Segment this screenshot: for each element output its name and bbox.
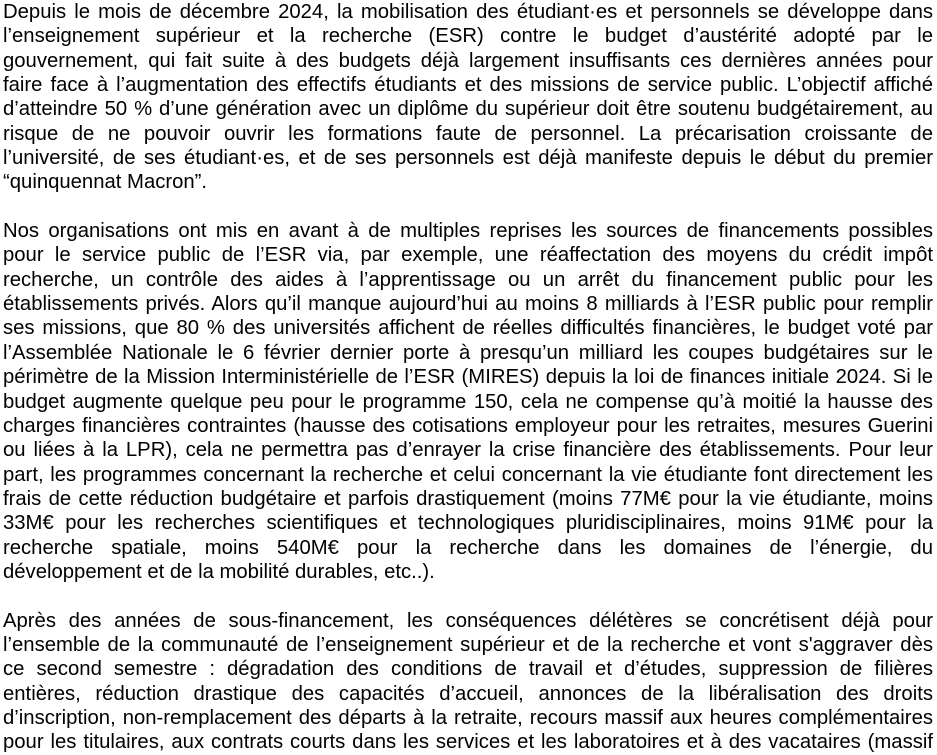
text-line: d’atteindre 50 % d’une génération avec un diplôme du supérieur doit être soutenu budgétairement, au bbox=[3, 98, 933, 121]
text-line: recherche spatiale, moins 540M€ pour la recherche dans les domaines de l’énergie, du bbox=[3, 536, 933, 559]
text-line: entières, réduction drastique des capacités d’accueil, annonces de la libéralisation des droits bbox=[3, 682, 933, 705]
text-line: l’Assemblée Nationale le 6 février dernier porte à presqu’un milliard les coupes budgétaires sur le bbox=[3, 341, 933, 364]
text-line: budget augmente quelque peu pour le programme 150, cela ne compense qu’à moitié la hausse des bbox=[3, 390, 933, 413]
text-line: Nos organisations ont mis en avant à de multiples reprises les sources de financements possibles bbox=[3, 220, 933, 243]
document-body bbox=[3, 0, 933, 755]
text-line: d’inscription, non-remplacement des départs à la retraite, recours massif aux heures complémentaires bbox=[3, 706, 933, 729]
text-line: part, les programmes concernant la recherche et celui concernant la vie étudiante font directement les bbox=[3, 463, 933, 486]
text-line: pour les titulaires, aux contrats courts dans les services et les laboratoires et à des vacataires (massif bbox=[3, 731, 933, 754]
text-line: pour le service public de l’ESR via, par exemple, une réaffectation des moyens du crédit impôt bbox=[3, 244, 933, 267]
text-line: périmètre de la Mission Interministérielle de l’ESR (MIRES) depuis la loi de finances initiale 2024. Si le bbox=[3, 366, 933, 389]
paragraph-2 bbox=[3, 219, 933, 584]
paragraph-3 bbox=[3, 609, 933, 755]
text-line: gouvernement, qui fait suite à des budgets déjà largement insuffisants ces dernières années pour bbox=[3, 49, 933, 72]
text-line: ce second semestre : dégradation des conditions de travail et d’études, suppression de filières bbox=[3, 658, 933, 681]
text-line: développement et de la mobilité durables, etc..). bbox=[3, 560, 435, 583]
paragraph-1 bbox=[3, 0, 933, 195]
text-line: 33M€ pour les recherches scientifiques et technologiques pluridisciplinaires, moins 91M€ pour la bbox=[3, 512, 933, 535]
text-line: risque de ne pouvoir ouvrir les formations faute de personnel. La précarisation croissante de bbox=[3, 122, 933, 145]
text-line: établissements privés. Alors qu’il manque aujourd’hui au moins 8 milliards à l’ESR public pour remplir bbox=[3, 293, 933, 316]
text-line: l’enseignement supérieur et la recherche (ESR) contre le budget d’austérité adopté par le bbox=[3, 25, 933, 48]
text-line: faire face à l’augmentation des effectifs étudiants et des missions de service public. L’objectif affiché bbox=[3, 74, 933, 97]
text-line: ou liées à la LPR), cela ne permettra pas d’enrayer la crise financière des établissements. Pour leur bbox=[3, 439, 933, 462]
text-line: recherche, un contrôle des aides à l’apprentissage ou un arrêt du financement public pour les bbox=[3, 268, 933, 291]
text-line: charges financières contraintes (hausse des cotisations employeur pour les retraites, mesures Guerini bbox=[3, 414, 933, 437]
text-line: frais de cette réduction budgétaire et parfois drastiquement (moins 77M€ pour la vie étudiante, moins bbox=[3, 487, 933, 510]
text-line: l’université, de ses étudiant·es, et de ses personnels est déjà manifeste depuis le début du premier bbox=[3, 147, 933, 170]
text-line: ses missions, que 80 % des universités affichent de réelles difficultés financières, le budget voté par bbox=[3, 317, 933, 340]
text-line: “quinquennat Macron”. bbox=[3, 171, 208, 194]
text-line: Depuis le mois de décembre 2024, la mobilisation des étudiant·es et personnels se développe dans bbox=[3, 1, 933, 23]
text-line: Après des années de sous-financement, les conséquences délétères se concrétisent déjà pour bbox=[3, 609, 933, 632]
text-line: l’ensemble de la communauté de l’enseignement supérieur et de la recherche et vont s'aggraver dès bbox=[3, 633, 933, 656]
